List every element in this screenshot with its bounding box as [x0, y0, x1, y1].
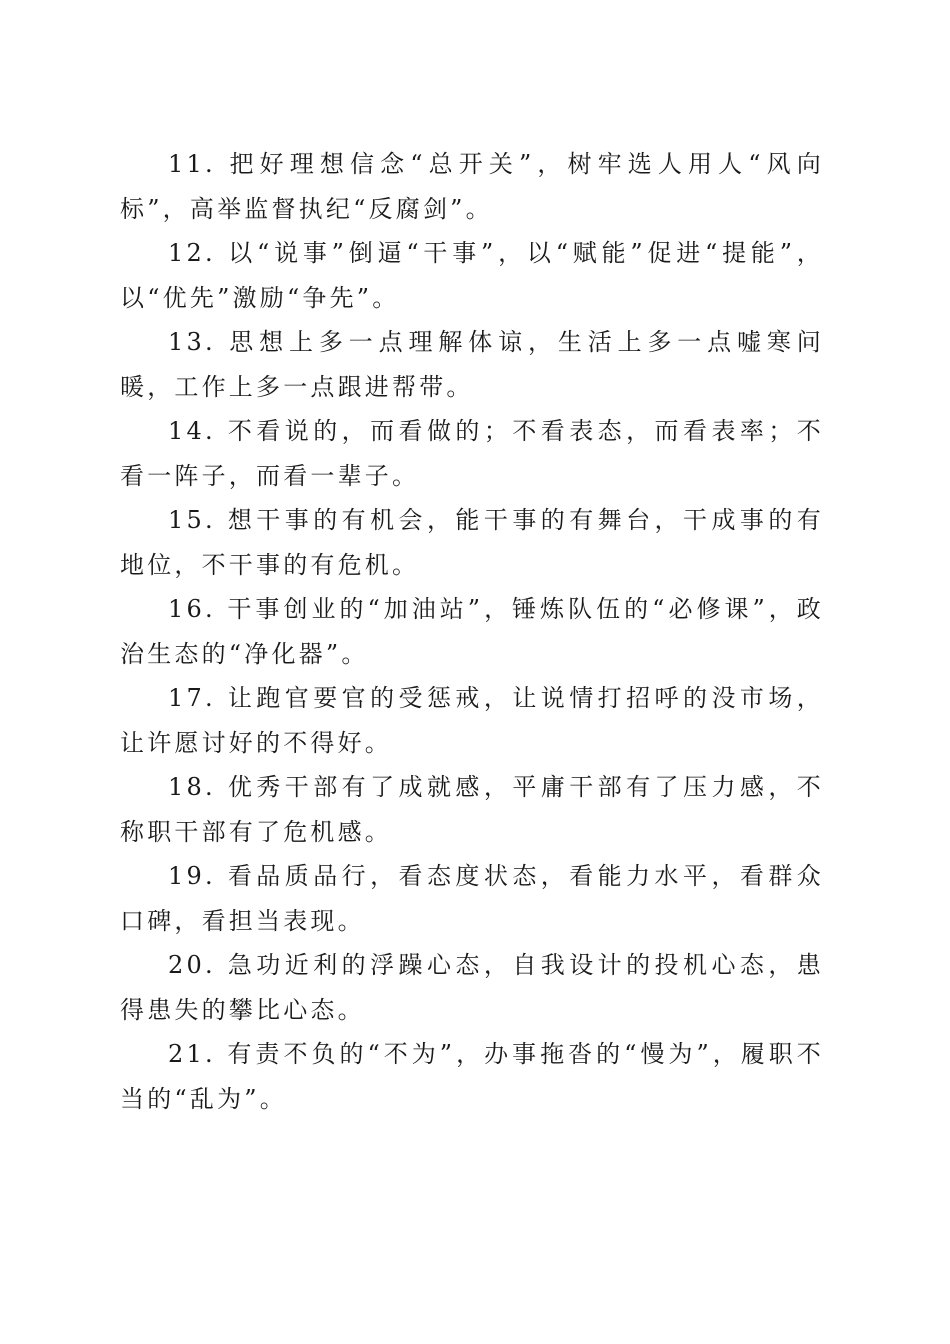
list-item: 20. 急功近利的浮躁心态，自我设计的投机心态，患得患失的攀比心态。: [120, 951, 824, 1024]
list-item: 14. 不看说的，而看做的；不看表态，而看表率；不看一阵子，而看一辈子。: [120, 417, 824, 490]
list-item: 15. 想干事的有机会，能干事的有舞台，干成事的有地位，不干事的有危机。: [120, 506, 824, 579]
list-item: 18. 优秀干部有了成就感，平庸干部有了压力感，不称职干部有了危机感。: [120, 773, 824, 846]
list-item: 17. 让跑官要官的受惩戒，让说情打招呼的没市场，让许愿讨好的不得好。: [120, 684, 824, 757]
document-body: [120, 142, 824, 1121]
list-item: 13. 思想上多一点理解体谅，生活上多一点嘘寒问暖，工作上多一点跟进帮带。: [120, 328, 824, 401]
list-item: 11. 把好理想信念“总开关”，树牢选人用人“风向标”，高举监督执纪“反腐剑”。: [120, 150, 824, 223]
list-item: 16. 干事创业的“加油站”，锤炼队伍的“必修课”，政治生态的“净化器”。: [120, 595, 824, 668]
list-item: 21. 有责不负的“不为”，办事拖沓的“慢为”，履职不当的“乱为”。: [120, 1040, 824, 1113]
list-item: 12. 以“说事”倒逼“干事”，以“赋能”促进“提能”，以“优先”激励“争先”。: [120, 239, 824, 312]
list-item: 19. 看品质品行，看态度状态，看能力水平，看群众口碑，看担当表现。: [120, 862, 824, 935]
